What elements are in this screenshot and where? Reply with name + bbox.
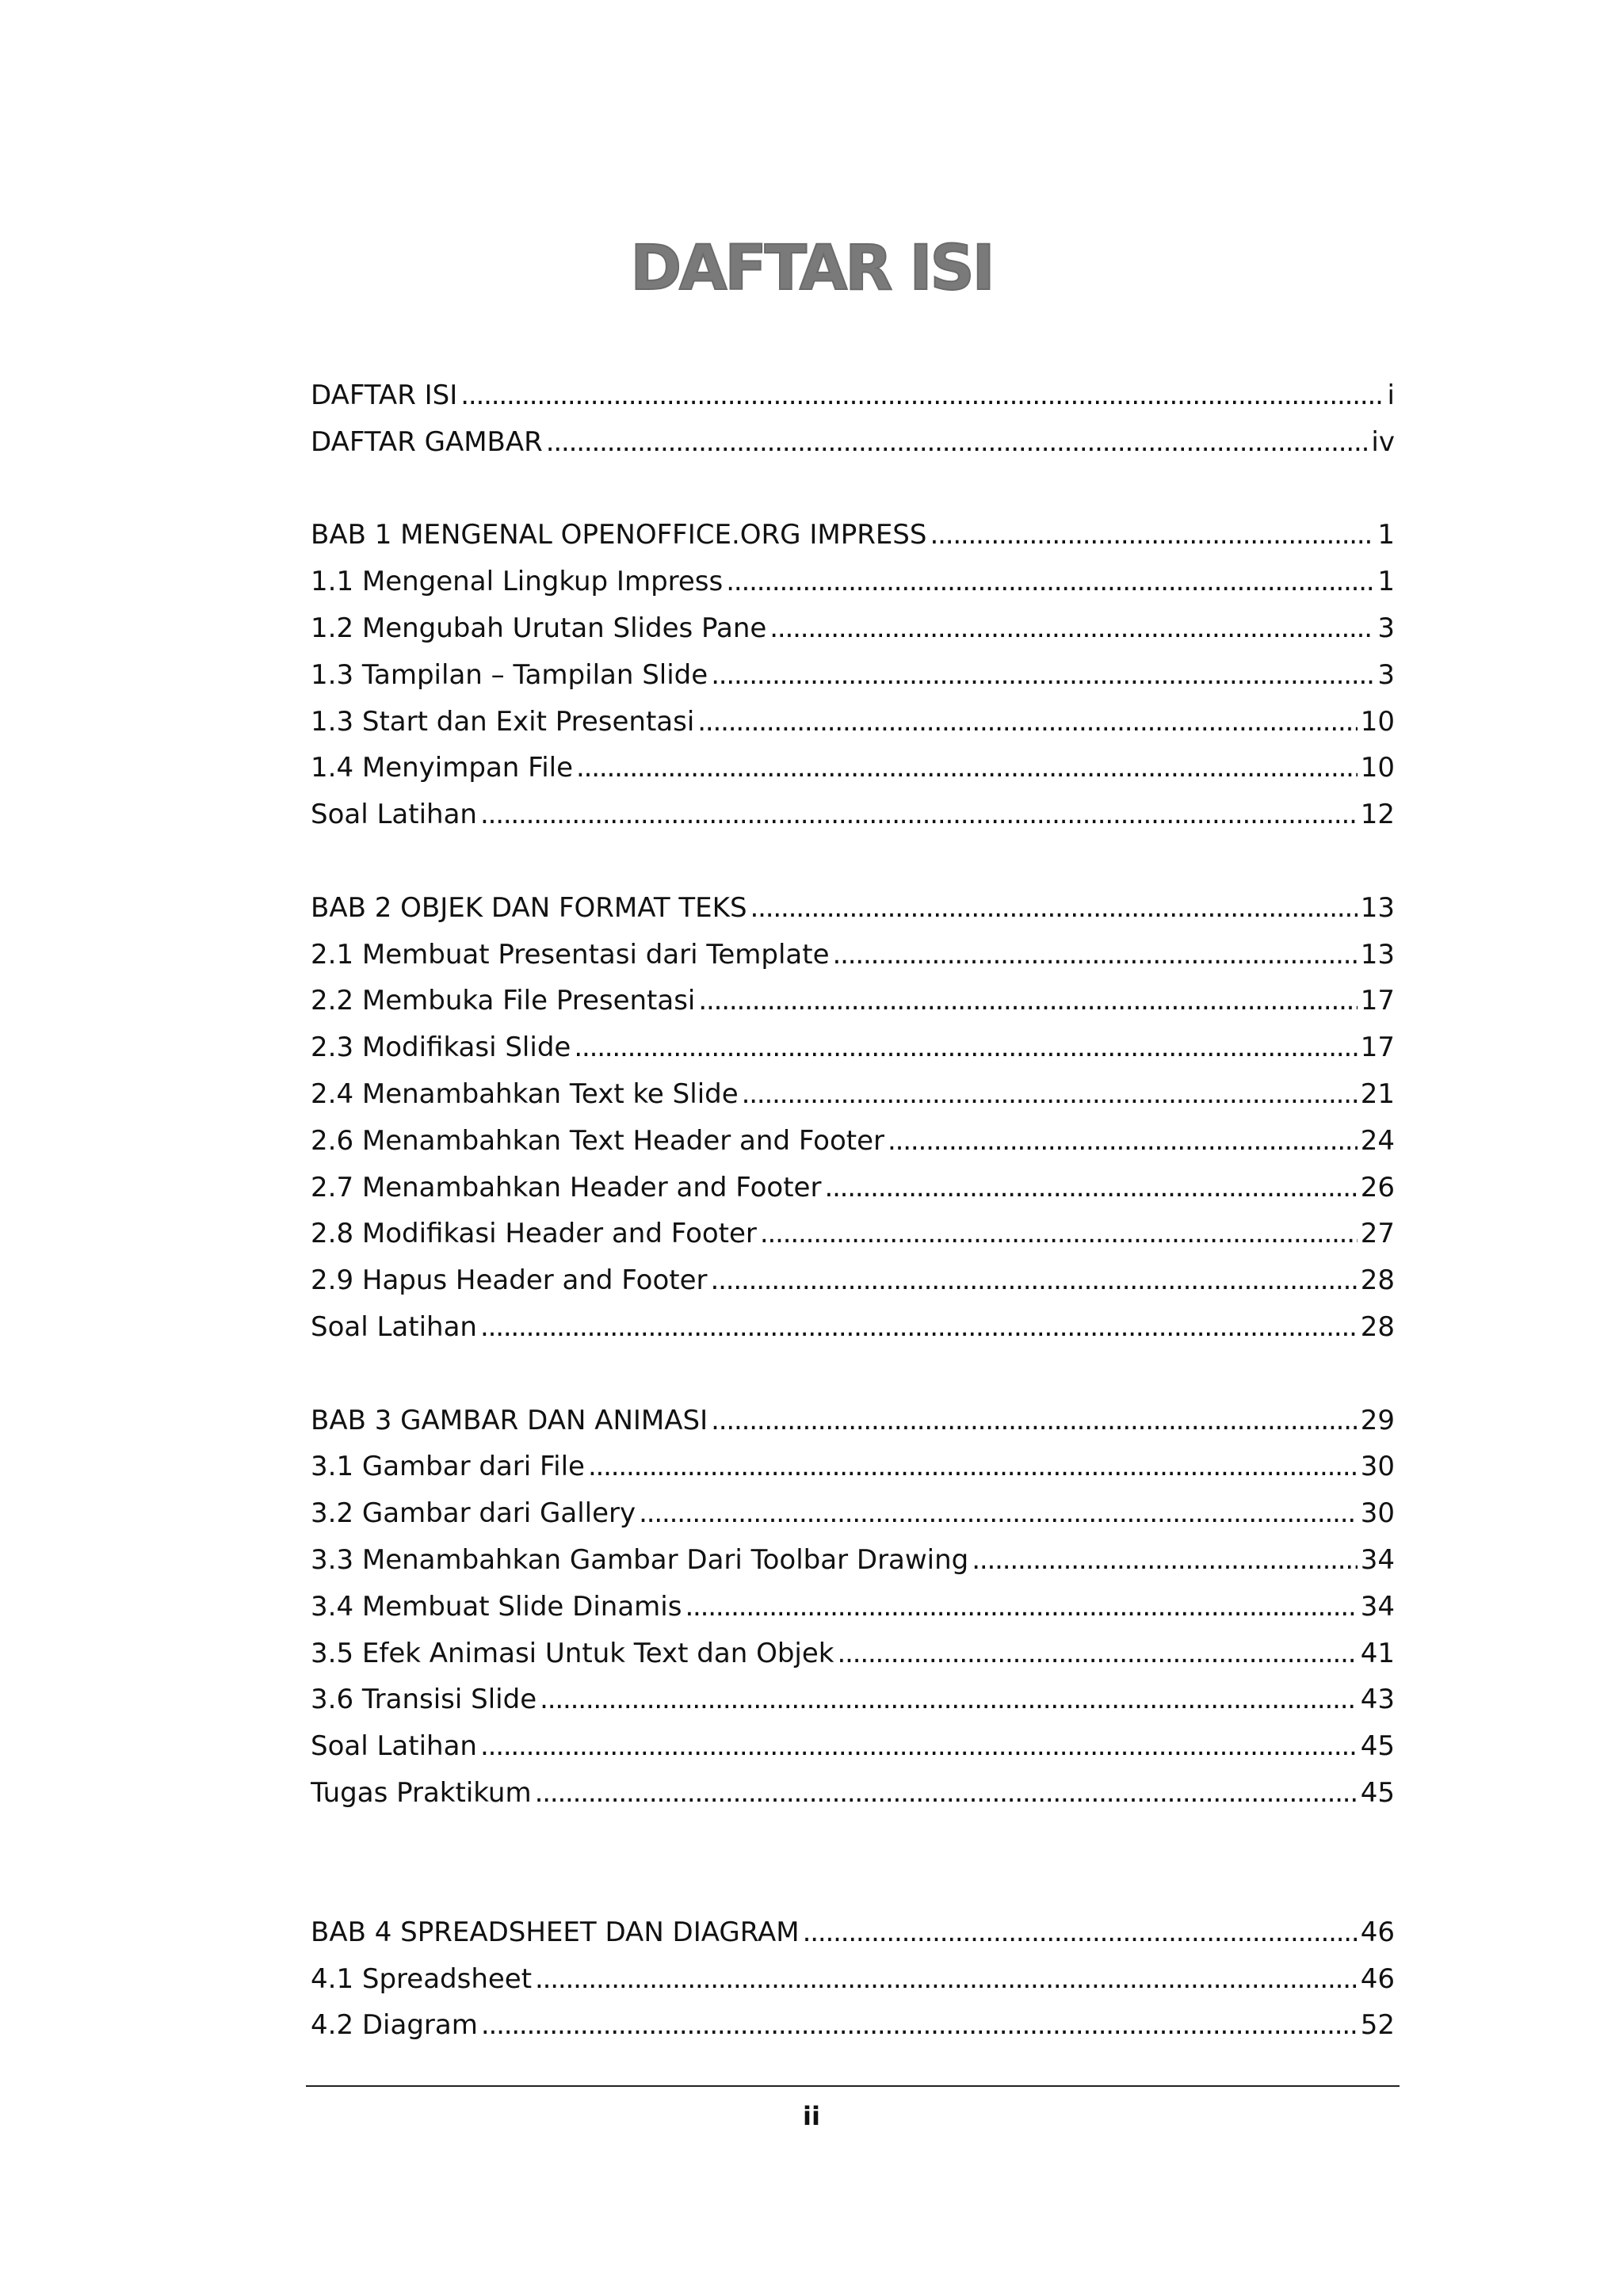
toc-entry-page: 27 [1360, 1218, 1395, 1250]
toc-entry[interactable] [311, 1211, 1395, 1257]
toc-entry-label: 3.6 Transisi Slide [311, 1684, 537, 1716]
toc-entry[interactable] [311, 745, 1395, 791]
toc-entry-page: 17 [1360, 1032, 1395, 1064]
toc-entry[interactable] [311, 1490, 1395, 1537]
toc-entry-label: BAB 3 GAMBAR DAN ANIMASI [311, 1404, 708, 1436]
toc-dot-leader [480, 1723, 1358, 1770]
toc-entry[interactable] [311, 1024, 1395, 1071]
toc-entry-label: Soal Latihan [311, 799, 477, 831]
toc-entry-label: 1.2 Mengubah Urutan Slides Pane [311, 612, 767, 644]
toc-dot-leader [711, 1398, 1358, 1444]
toc-entry-label: 3.4 Membuat Slide Dinamis [311, 1590, 682, 1623]
toc-spacer [311, 1351, 1395, 1398]
toc-dot-leader [833, 932, 1358, 978]
toc-entry-label: 2.6 Menambahkan Text Header and Footer [311, 1124, 885, 1157]
toc-entry[interactable] [311, 559, 1395, 605]
toc-dot-leader [480, 791, 1358, 838]
toc-entry-label: 2.3 Modifikasi Slide [311, 1032, 571, 1064]
toc-group-bab3 [311, 1398, 1395, 1817]
toc-entry-page: 52 [1360, 2009, 1395, 2042]
toc-entry[interactable] [311, 1304, 1395, 1351]
table-of-contents [311, 372, 1395, 2049]
toc-entry-page: 12 [1360, 799, 1395, 831]
toc-entry[interactable] [311, 512, 1395, 559]
toc-entry-label: 3.5 Efek Animasi Untuk Text dan Objek [311, 1637, 834, 1669]
toc-spacer [311, 1817, 1395, 1909]
toc-dot-leader [711, 1257, 1358, 1304]
toc-group-bab2 [311, 885, 1395, 1351]
toc-entry-label: 3.3 Menambahkan Gambar Dari Toolbar Drawing [311, 1543, 969, 1576]
toc-entry-label: BAB 1 MENGENAL OPENOFFICE.ORG IMPRESS [311, 519, 927, 551]
toc-entry[interactable] [311, 932, 1395, 978]
toc-entry-page: 10 [1360, 752, 1395, 784]
toc-entry[interactable] [311, 791, 1395, 838]
toc-entry-page: 28 [1360, 1310, 1395, 1343]
toc-entry-page: 34 [1360, 1590, 1395, 1623]
toc-entry-label: 1.3 Tampilan – Tampilan Slide [311, 658, 708, 691]
toc-dot-leader [540, 1676, 1358, 1723]
toc-entry[interactable] [311, 419, 1395, 466]
toc-entry-label: 2.2 Membuka File Presentasi [311, 985, 696, 1017]
toc-entry-label: 1.3 Start dan Exit Presentasi [311, 705, 695, 738]
toc-entry[interactable] [311, 1257, 1395, 1304]
toc-entry-page: 34 [1360, 1543, 1395, 1576]
toc-dot-leader [639, 1490, 1358, 1537]
toc-entry-label: 1.1 Mengenal Lingkup Impress [311, 566, 724, 598]
toc-entry-page: 45 [1360, 1776, 1395, 1809]
toc-entry[interactable] [311, 1909, 1395, 1956]
toc-entry-label: 3.1 Gambar dari File [311, 1451, 585, 1483]
toc-dot-leader [711, 652, 1374, 699]
toc-spacer [311, 838, 1395, 885]
toc-dot-leader [535, 1956, 1358, 2003]
toc-entry-page: 1 [1377, 566, 1395, 598]
toc-dot-leader [930, 512, 1374, 559]
page-title: DAFTAR ISI [630, 233, 993, 304]
toc-entry[interactable] [311, 1584, 1395, 1630]
toc-entry-page: 30 [1360, 1497, 1395, 1530]
toc-dot-leader [481, 2002, 1358, 2049]
toc-dot-leader [576, 745, 1358, 791]
toc-entry-page: 29 [1360, 1404, 1395, 1436]
toc-entry[interactable] [311, 1723, 1395, 1770]
toc-entry-page: 24 [1360, 1124, 1395, 1157]
toc-entry[interactable] [311, 978, 1395, 1024]
toc-entry-page: 41 [1360, 1637, 1395, 1669]
toc-dot-leader [698, 978, 1357, 1024]
toc-dot-leader [760, 1211, 1358, 1257]
toc-entry-page: 13 [1360, 891, 1395, 924]
toc-entry-page: 46 [1360, 1962, 1395, 1995]
toc-entry-label: 2.9 Hapus Header and Footer [311, 1264, 708, 1297]
toc-entry-label: 2.1 Membuat Presentasi dari Template [311, 938, 830, 971]
toc-entry-page: 21 [1360, 1077, 1395, 1110]
toc-dot-leader [888, 1118, 1358, 1165]
toc-group-bab4 [311, 1909, 1395, 2049]
toc-entry-label: 3.2 Gambar dari Gallery [311, 1497, 636, 1530]
toc-dot-leader [769, 605, 1374, 652]
footer-page-number: ii [803, 2101, 820, 2131]
toc-dot-leader [480, 1304, 1358, 1351]
toc-entry-label: 4.1 Spreadsheet [311, 1962, 533, 1995]
toc-entry[interactable] [311, 605, 1395, 652]
toc-entry[interactable] [311, 1956, 1395, 2003]
toc-entry[interactable] [311, 699, 1395, 746]
toc-entry-page: 30 [1360, 1451, 1395, 1483]
toc-entry[interactable] [311, 372, 1395, 419]
footer-rule [306, 2085, 1400, 2087]
toc-entry[interactable] [311, 885, 1395, 932]
toc-entry[interactable] [311, 1165, 1395, 1211]
toc-dot-leader [588, 1444, 1358, 1490]
toc-entry-label: Soal Latihan [311, 1730, 477, 1763]
toc-entry[interactable] [311, 1118, 1395, 1165]
toc-dot-leader [460, 372, 1384, 419]
toc-entry-label: BAB 2 OBJEK DAN FORMAT TEKS [311, 891, 747, 924]
toc-entry-page: i [1387, 379, 1395, 411]
toc-entry-page: 1 [1377, 519, 1395, 551]
toc-dot-leader [742, 1071, 1358, 1118]
toc-entry-page: iv [1371, 425, 1395, 458]
toc-dot-leader [546, 419, 1369, 466]
toc-entry-label: Soal Latihan [311, 1310, 477, 1343]
toc-entry-page: 28 [1360, 1264, 1395, 1297]
toc-entry-page: 46 [1360, 1916, 1395, 1948]
toc-entry-label: Tugas Praktikum [311, 1776, 532, 1809]
toc-entry-page: 26 [1360, 1171, 1395, 1203]
toc-entry[interactable] [311, 1676, 1395, 1723]
toc-entry-label: 4.2 Diagram [311, 2009, 478, 2042]
toc-entry-page: 3 [1377, 612, 1395, 644]
toc-dot-leader [574, 1024, 1357, 1071]
toc-entry-page: 13 [1360, 938, 1395, 971]
toc-dot-leader [837, 1630, 1357, 1677]
toc-entry[interactable] [311, 1770, 1395, 1817]
toc-dot-leader [726, 559, 1374, 605]
toc-spacer [311, 466, 1395, 513]
toc-entry-label: DAFTAR GAMBAR [311, 425, 543, 458]
toc-dot-leader [750, 885, 1358, 932]
toc-entry-page: 45 [1360, 1730, 1395, 1763]
toc-group-bab1 [311, 512, 1395, 838]
toc-dot-leader [697, 699, 1357, 746]
toc-entry[interactable] [311, 652, 1395, 699]
toc-entry-page: 17 [1360, 985, 1395, 1017]
toc-entry[interactable] [311, 1444, 1395, 1490]
toc-entry[interactable] [311, 2002, 1395, 2049]
toc-entry-label: DAFTAR ISI [311, 379, 458, 411]
toc-dot-leader [972, 1537, 1357, 1584]
toc-entry-label: 2.8 Modifikasi Header and Footer [311, 1218, 757, 1250]
toc-entry-page: 10 [1360, 705, 1395, 738]
toc-entry-label: 2.4 Menambahkan Text ke Slide [311, 1077, 739, 1110]
toc-entry[interactable] [311, 1398, 1395, 1444]
toc-entry[interactable] [311, 1071, 1395, 1118]
toc-entry-label: BAB 4 SPREADSHEET DAN DIAGRAM [311, 1916, 800, 1948]
toc-dot-leader [803, 1909, 1358, 1956]
toc-entry-page: 43 [1360, 1684, 1395, 1716]
toc-entry-label: 2.7 Menambahkan Header and Footer [311, 1171, 822, 1203]
toc-group-front [311, 372, 1395, 466]
toc-entry-page: 3 [1377, 658, 1395, 691]
toc-entry[interactable] [311, 1537, 1395, 1584]
toc-dot-leader [685, 1584, 1357, 1630]
toc-dot-leader [824, 1165, 1357, 1211]
toc-dot-leader [535, 1770, 1358, 1817]
toc-entry-label: 1.4 Menyimpan File [311, 752, 574, 784]
toc-entry[interactable] [311, 1630, 1395, 1677]
